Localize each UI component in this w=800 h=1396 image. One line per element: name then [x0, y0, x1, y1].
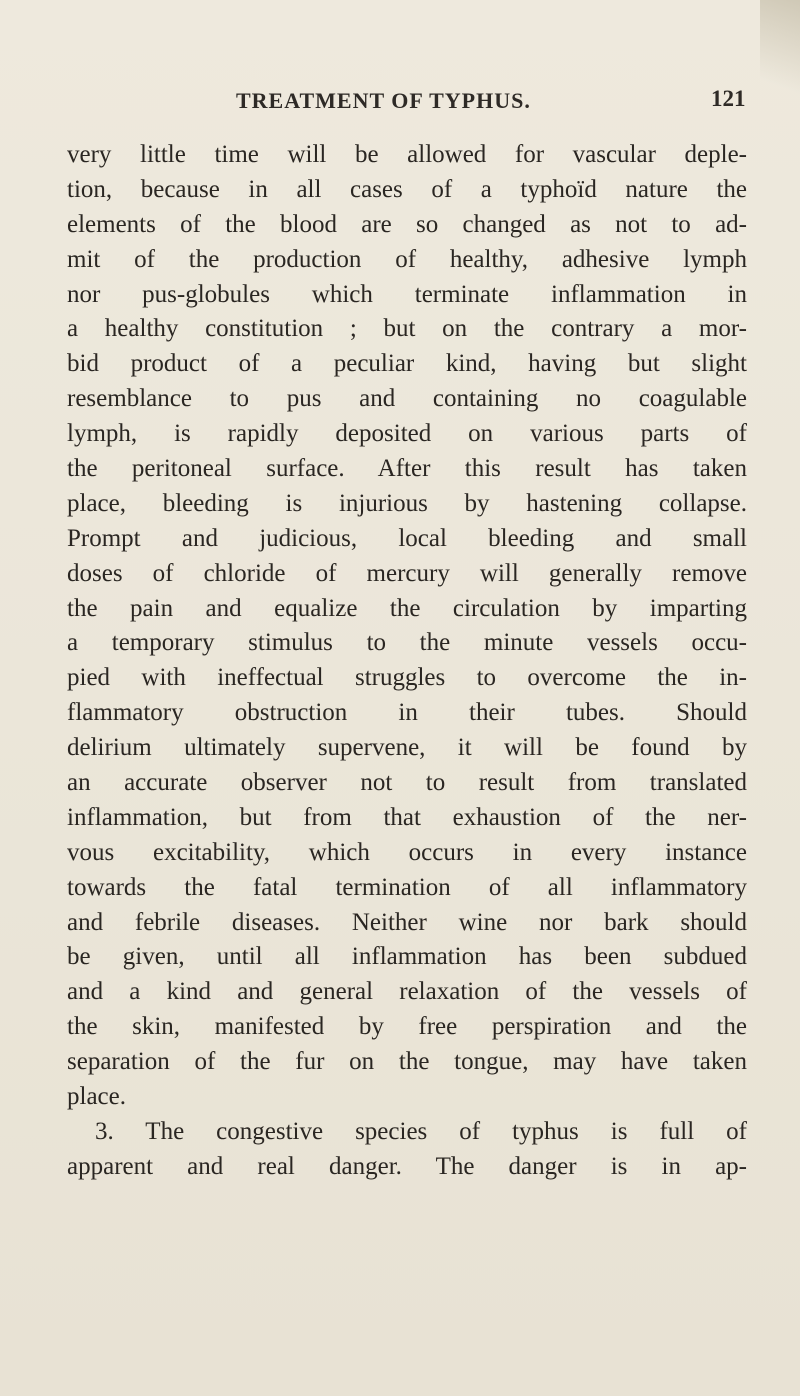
text-line: inflammation, but from that exhaustion of the ner-: [67, 803, 747, 831]
text-line: separation of the fur on the tongue, may have taken: [67, 1048, 747, 1076]
text-line: nor pus-globules which terminate inflammation in: [67, 280, 747, 308]
text-line: place, bleeding is injurious by hastening collapse.: [67, 489, 747, 517]
page-corner-shadow: [760, 0, 800, 120]
text-line: elements of the blood are so changed as not to ad-: [67, 210, 747, 238]
text-line: a temporary stimulus to the minute vessels occu-: [67, 629, 747, 657]
text-line: doses of chloride of mercury will generally remove: [67, 559, 747, 587]
text-line: bid product of a peculiar kind, having but slight: [67, 350, 747, 378]
text-line: pied with ineffectual struggles to overcome the in-: [67, 664, 747, 692]
text-line: 3. The congestive species of typhus is full of: [95, 1117, 747, 1145]
text-line: towards the fatal termination of all inflammatory: [67, 873, 747, 901]
page-number: 121: [711, 86, 746, 111]
text-line: delirium ultimately supervene, it will be found by: [67, 734, 747, 762]
text-line: the pain and equalize the circulation by imparting: [67, 594, 747, 622]
text-line: an accurate observer not to result from translated: [67, 769, 747, 797]
text-line: Prompt and judicious, local bleeding and small: [67, 524, 747, 552]
text-line: the peritoneal surface. After this result has taken: [67, 455, 747, 483]
text-line: flammatory obstruction in their tubes. Should: [67, 699, 747, 727]
text-line: place.: [67, 1083, 126, 1111]
text-line: apparent and real danger. The danger is in ap-: [67, 1152, 747, 1180]
text-line: lymph, is rapidly deposited on various parts of: [67, 420, 747, 448]
text-line: tion, because in all cases of a typhoïd nature the: [67, 175, 747, 203]
text-line: a healthy constitution ; but on the contrary a mor-: [67, 315, 747, 343]
text-line: vous excitability, which occurs in every instance: [67, 838, 747, 866]
text-line: the skin, manifested by free perspiration and the: [67, 1013, 747, 1041]
text-line: resemblance to pus and containing no coagulable: [67, 385, 747, 413]
text-line: and a kind and general relaxation of the vessels of: [67, 978, 747, 1006]
text-line: be given, until all inflammation has been subdued: [67, 943, 747, 971]
running-title: TREATMENT OF TYPHUS.: [236, 88, 531, 113]
text-line: very little time will be allowed for vascular deple-: [67, 141, 747, 168]
text-line: and febrile diseases. Neither wine nor bark should: [67, 908, 747, 936]
text-line: mit of the production of healthy, adhesive lymph: [67, 245, 747, 273]
body-text: [67, 138, 747, 1185]
